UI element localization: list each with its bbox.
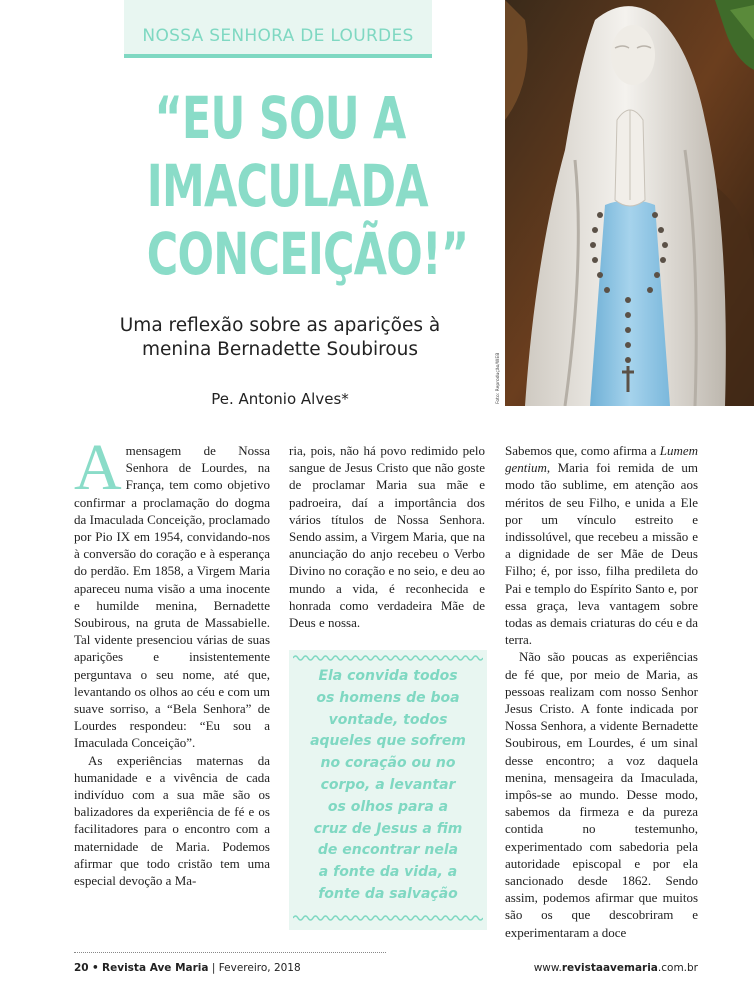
quote-line: Ela convida todos [318,668,458,684]
headline-line: IMACULADA [146,152,428,220]
paragraph-text: mensagem de Nossa Senhora de Lourdes, na França, tem como objetivo confirmar a proclamação do dogma da Imaculada Conceição, proclamado por Pio IX em 1954, convidando-nos à conversão do coração e à esperança do perdão. Em 1858, a Virgem Maria apareceu numa visão a uma inocente e humilde menina, Bernadette Soubirous, na gruta de Massabielle. Tal vidente presenciou várias de suas aparições e insistentemente perguntava o seu nome, até que, levantando os olhos ao céu e com um suave sorriso, a “Bela Senhora” de Lourdes respondeu: “Eu sou a Imaculada Conceição”. [74,443,270,751]
paragraph-text: Sabemos que, como afirma a [505,443,660,458]
article-paragraph: As experiências maternas da humanidade e a vivência de cada indivíduo com a sua mãe são os balizadores da experiência de fé e os facilitadores para o encontro com a maternidade de Maria. Podemos afirmar que todo cristão tem uma especial devoção a Ma- [74,752,270,889]
headline-line: CONCEIÇÃO!” [146,220,469,288]
quote-line: corpo, a levantar [320,776,456,793]
url-suffix: .com.br [657,962,698,974]
quote-line: fonte da salvação [318,885,458,902]
pull-quote-text [299,666,477,906]
footer-folio [74,962,301,974]
section-kicker: NOSSA SENHORA DE LOURDES [142,26,414,46]
pipe-separator: | [211,962,216,974]
quote-line: a fonte da vida, a [318,864,458,881]
headline-line: “EU SOU A [154,84,406,152]
subtitle-line: Uma reflexão sobre as aparições à [119,315,441,336]
article-paragraph: Não são poucas as experiências de fé que, por meio de Maria, as pessoas realizam com nosso Senhor Jesus Cristo. A fonte indicada por Nossa Senhora, a vidente Bernadette Soubirous, em Lourdes, é um sinal desse encontro; a voz daquela menina, mensageira da Imaculada, impôs-se ao mundo. Desse modo, sabemos da firmeza e da pureza contida no testemunho, experimentado com sabedoria pela autoridade episcopal e por ela sancionado desde 1862. Sendo assim, podemos afirmar que muitos são os que descobriram e experimentaram a doce [505,649,698,940]
footer-dotted-rule [74,952,386,953]
article-paragraph: ria, pois, não há povo redimido pelo sangue de Jesus Cristo que não goste de proclamar Maria sua mãe e padroeira, daí a importância dos vários títulos de Nossa Senhora. Sendo assim, a Virgem Maria, que na anunciação do anjo recebeu o Verbo Divino no coração e no seio, e deu ao mundo a vida, é reconhecida e honrada como verdadeira Mãe de Deus e nossa. [289,443,485,631]
bullet-separator: • [91,962,99,974]
article-paragraph [505,442,698,648]
article-paragraph [74,431,270,752]
document-title-italic: Lumem gentium [505,443,698,476]
quote-line: vontade, todos [328,711,448,728]
photo-credit: Foto: Reprodução/WEB [496,352,501,404]
kicker-underline [124,54,432,58]
article-column-3 [505,442,698,941]
article-headline [146,84,469,288]
wave-border-bottom [293,914,483,922]
quote-line: aqueles que sofrem [310,733,466,750]
url-prefix: www. [533,962,562,974]
section-kicker-box [124,0,432,58]
page-number: 20 [74,962,89,974]
article-column-2 [289,442,485,631]
quote-line: cruz de Jesus a fim [313,820,463,837]
subtitle-line: menina Bernadette Soubirous [141,339,419,360]
paragraph-text: , Maria foi remida de um modo tão sublime, em atenção aos méritos de seu Filho, e unida a Ele por um vínculo estreito e indissolúvel, que recebeu a missão e a dignidade de ser Mãe de Deus Filho; é, por isso, filha predileta do Pai e templo do Espírito Santo e, por essa graça, leva vantagem sobre todas as demais criaturas do céu e da terra. [505,460,698,648]
wave-border-top [293,654,483,662]
article-author: Pe. Antonio Alves* [211,390,349,408]
statue-photo [505,0,754,406]
url-domain: revistaavemaria [561,962,658,974]
magazine-name: Revista Ave Maria [102,962,209,974]
footer-url[interactable] [534,962,698,974]
quote-line: os homens de boa [316,689,460,706]
quote-line: no coração ou no [320,755,456,772]
pull-quote [289,650,487,930]
issue-date: Fevereiro, 2018 [218,962,301,974]
drop-cap: A [74,431,122,504]
article-column-1 [74,431,270,889]
article-subtitle [110,314,450,362]
quote-line: os olhos para a [327,798,449,815]
quote-line: de encontrar nela [317,842,459,859]
